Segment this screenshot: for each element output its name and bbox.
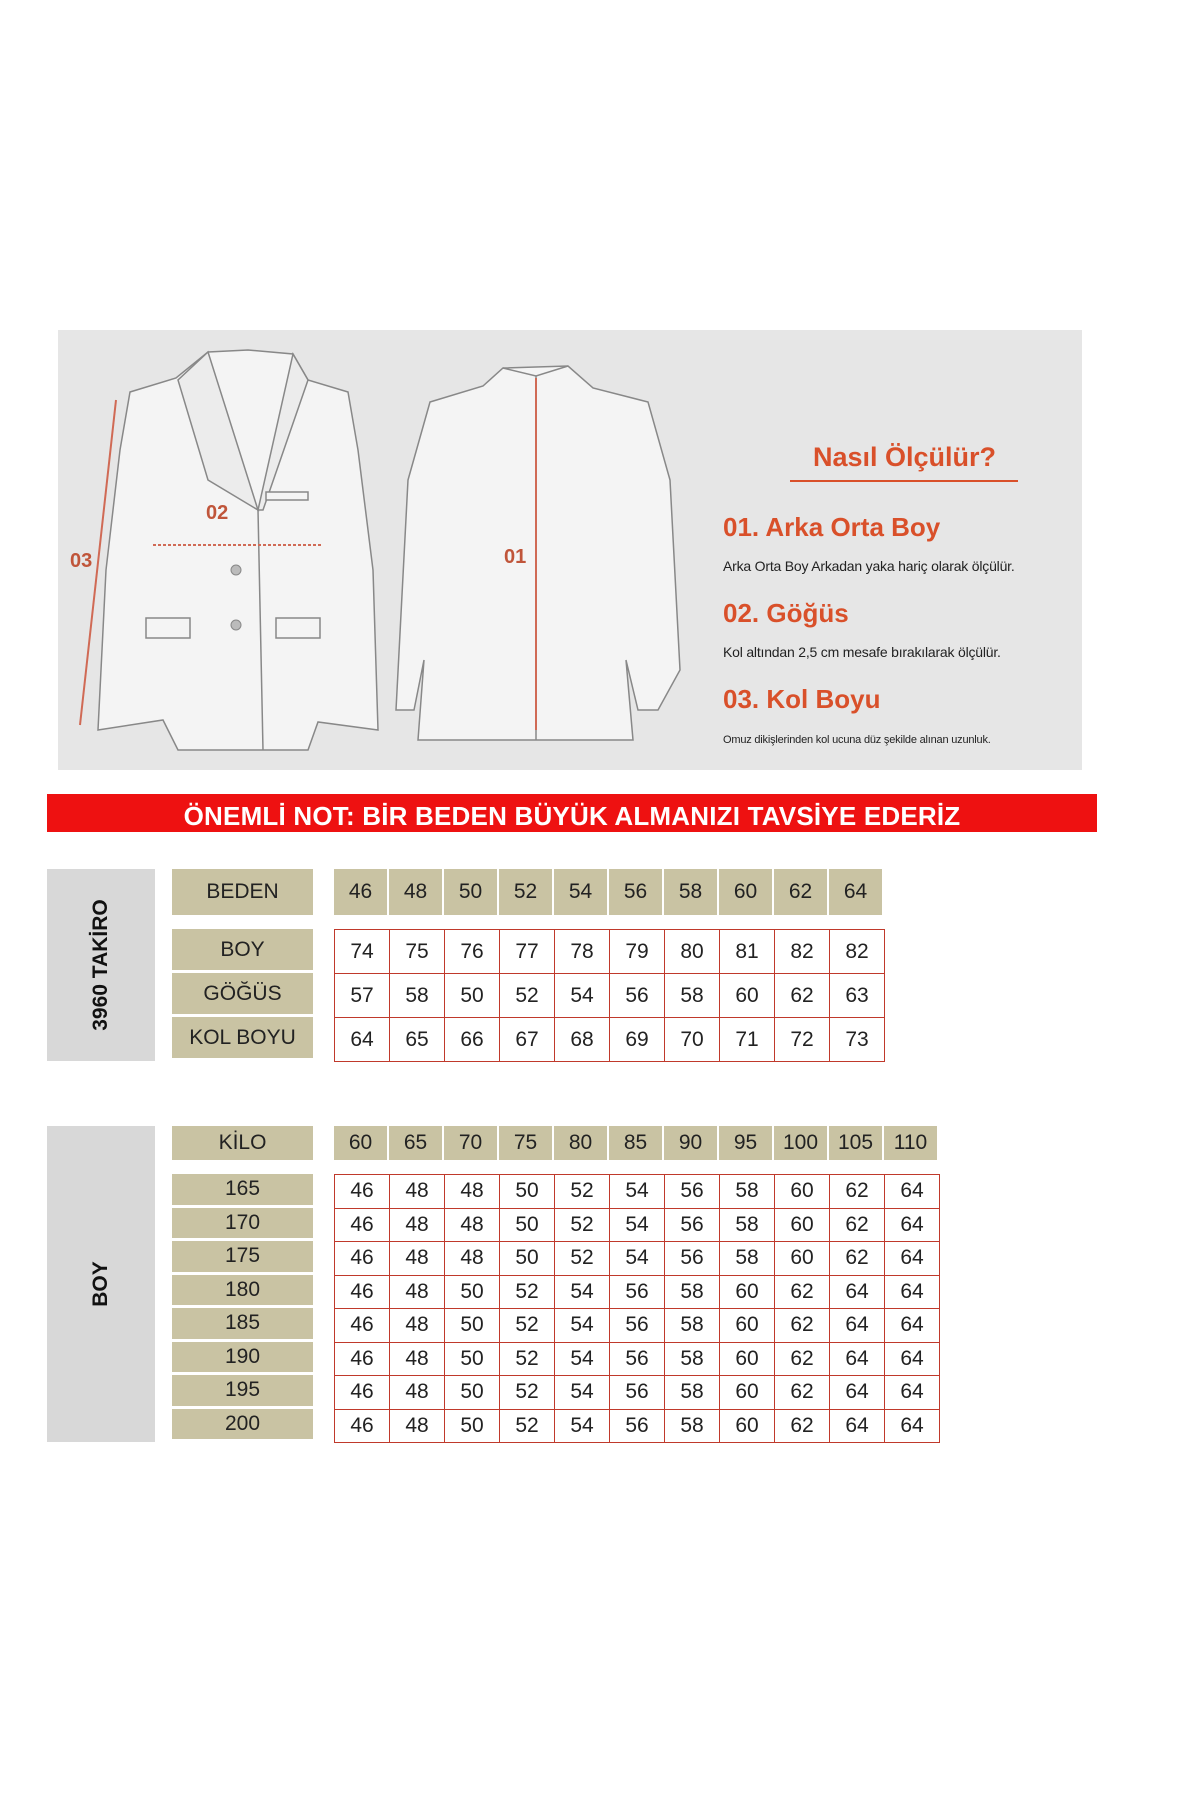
important-note-text: ÖNEMLİ NOT: BİR BEDEN BÜYÜK ALMANIZI TAVSİYE EDERİZ bbox=[183, 801, 961, 831]
table2-header-cell: 100 bbox=[774, 1126, 827, 1160]
table2-cell: 50 bbox=[445, 1410, 500, 1444]
step-2-title: 02. Göğüs bbox=[723, 598, 849, 628]
table2-header-cell: 80 bbox=[554, 1126, 607, 1160]
table2-cell: 56 bbox=[610, 1343, 665, 1377]
table2-cell: 60 bbox=[775, 1209, 830, 1243]
table2-cell: 60 bbox=[775, 1242, 830, 1276]
step-1-title: 01. Arka Orta Boy bbox=[723, 512, 941, 542]
table2-cell: 50 bbox=[445, 1276, 500, 1310]
table2-cell: 50 bbox=[445, 1309, 500, 1343]
table1-side-label-text: 3960 TAKİRO bbox=[89, 899, 112, 1031]
table2-cell: 46 bbox=[335, 1410, 390, 1444]
table1-cell: 57 bbox=[335, 974, 390, 1018]
table2-cell: 64 bbox=[885, 1343, 940, 1377]
measurement-guide bbox=[58, 330, 1082, 770]
table2-cell: 58 bbox=[720, 1209, 775, 1243]
table2-cell: 54 bbox=[555, 1309, 610, 1343]
table1-cell: 62 bbox=[775, 974, 830, 1018]
table1-cell: 82 bbox=[775, 930, 830, 974]
table2-cell: 54 bbox=[555, 1276, 610, 1310]
table2-cell: 58 bbox=[665, 1309, 720, 1343]
table1-cell: 60 bbox=[720, 974, 775, 1018]
table1-cell: 74 bbox=[335, 930, 390, 974]
table2-header-cell: 75 bbox=[499, 1126, 552, 1160]
table1-header-cell: 54 bbox=[554, 869, 607, 915]
table1-row-label: GÖĞÜS bbox=[172, 973, 313, 1014]
table1-cell: 82 bbox=[830, 930, 885, 974]
table1-cell: 50 bbox=[445, 974, 500, 1018]
table2-header-label: KİLO bbox=[172, 1126, 313, 1160]
table2-cell: 64 bbox=[885, 1209, 940, 1243]
table2-cell: 54 bbox=[555, 1376, 610, 1410]
table2-cell: 48 bbox=[390, 1209, 445, 1243]
table2-cell: 64 bbox=[830, 1309, 885, 1343]
table1-cell: 63 bbox=[830, 974, 885, 1018]
table2-cell: 52 bbox=[555, 1175, 610, 1209]
table2-cell: 64 bbox=[885, 1276, 940, 1310]
table1-grid bbox=[334, 929, 885, 1062]
table1-cell: 80 bbox=[665, 930, 720, 974]
table2-cell: 62 bbox=[775, 1376, 830, 1410]
table1-cell: 78 bbox=[555, 930, 610, 974]
table2-grid bbox=[334, 1174, 940, 1443]
table2-row-label: 200 bbox=[172, 1409, 313, 1440]
table1-cell: 76 bbox=[445, 930, 500, 974]
table1-row-label: KOL BOYU bbox=[172, 1017, 313, 1058]
table2-cell: 64 bbox=[885, 1242, 940, 1276]
table1-cell: 64 bbox=[335, 1018, 390, 1062]
table2-cell: 56 bbox=[610, 1276, 665, 1310]
table2-cell: 52 bbox=[555, 1209, 610, 1243]
table1-cell: 56 bbox=[610, 974, 665, 1018]
table2-cell: 64 bbox=[885, 1410, 940, 1444]
table2-cell: 58 bbox=[665, 1410, 720, 1444]
table1-header-label: BEDEN bbox=[172, 869, 313, 915]
table1-cell: 52 bbox=[500, 974, 555, 1018]
table2-header-cell: 65 bbox=[389, 1126, 442, 1160]
table2-cell: 50 bbox=[500, 1242, 555, 1276]
table1-header-cell: 64 bbox=[829, 869, 882, 915]
table2-cell: 48 bbox=[445, 1242, 500, 1276]
table1-cell: 68 bbox=[555, 1018, 610, 1062]
step-3-title: 03. Kol Boyu bbox=[723, 684, 881, 714]
table2-cell: 62 bbox=[830, 1242, 885, 1276]
table2-cell: 62 bbox=[830, 1209, 885, 1243]
table2-cell: 56 bbox=[610, 1410, 665, 1444]
table2-cell: 60 bbox=[775, 1175, 830, 1209]
table1-cell: 72 bbox=[775, 1018, 830, 1062]
table2-cell: 56 bbox=[610, 1376, 665, 1410]
table2-cell: 64 bbox=[885, 1309, 940, 1343]
table1-cell: 81 bbox=[720, 930, 775, 974]
table2-cell: 48 bbox=[390, 1343, 445, 1377]
table2-cell: 46 bbox=[335, 1309, 390, 1343]
table2-cell: 62 bbox=[775, 1276, 830, 1310]
table1-cell: 69 bbox=[610, 1018, 665, 1062]
table2-cell: 58 bbox=[665, 1343, 720, 1377]
table2-row-label: 170 bbox=[172, 1208, 313, 1239]
table2-cell: 64 bbox=[885, 1376, 940, 1410]
table1-cell: 66 bbox=[445, 1018, 500, 1062]
table2-cell: 52 bbox=[500, 1309, 555, 1343]
table1-cell: 77 bbox=[500, 930, 555, 974]
table1-row-label: BOY bbox=[172, 929, 313, 970]
table2-cell: 48 bbox=[390, 1276, 445, 1310]
table2-side-label bbox=[47, 1126, 155, 1442]
table2-cell: 50 bbox=[445, 1343, 500, 1377]
table1-cell: 65 bbox=[390, 1018, 445, 1062]
table2-cell: 46 bbox=[335, 1343, 390, 1377]
table2-row-label: 190 bbox=[172, 1342, 313, 1373]
table1-header-cell: 58 bbox=[664, 869, 717, 915]
table2-cell: 62 bbox=[830, 1175, 885, 1209]
table2-side-label-text: BOY bbox=[89, 1261, 112, 1307]
table2-cell: 64 bbox=[830, 1276, 885, 1310]
table1-cell: 58 bbox=[390, 974, 445, 1018]
table2-cell: 48 bbox=[390, 1410, 445, 1444]
table2-cell: 46 bbox=[335, 1376, 390, 1410]
table2-cell: 54 bbox=[610, 1175, 665, 1209]
table1-header-cell: 48 bbox=[389, 869, 442, 915]
table1-header-cell: 46 bbox=[334, 869, 387, 915]
table2-cell: 48 bbox=[445, 1175, 500, 1209]
table2-header-cell: 95 bbox=[719, 1126, 772, 1160]
table1-header-cell: 62 bbox=[774, 869, 827, 915]
step-1-desc: Arka Orta Boy Arkadan yaka hariç olarak ölçülür. bbox=[723, 558, 1015, 574]
table2-cell: 62 bbox=[775, 1410, 830, 1444]
table2-cell: 64 bbox=[830, 1376, 885, 1410]
step-2-desc: Kol altından 2,5 cm mesafe bırakılarak ölçülür. bbox=[723, 644, 1001, 660]
table2-cell: 56 bbox=[665, 1209, 720, 1243]
table2-cell: 48 bbox=[390, 1175, 445, 1209]
table2-cell: 48 bbox=[390, 1376, 445, 1410]
table2-cell: 60 bbox=[720, 1276, 775, 1310]
table2-cell: 48 bbox=[445, 1209, 500, 1243]
table1-cell: 75 bbox=[390, 930, 445, 974]
table2-cell: 58 bbox=[665, 1376, 720, 1410]
table2-cell: 46 bbox=[335, 1242, 390, 1276]
table1-cell: 71 bbox=[720, 1018, 775, 1062]
jacket-illustration bbox=[58, 330, 1082, 770]
table2-header-cell: 110 bbox=[884, 1126, 937, 1160]
guide-heading: Nasıl Ölçülür? bbox=[813, 442, 997, 472]
table2-row-label: 185 bbox=[172, 1308, 313, 1339]
table2-cell: 62 bbox=[775, 1343, 830, 1377]
table2-cell: 52 bbox=[500, 1376, 555, 1410]
table2-cell: 58 bbox=[720, 1175, 775, 1209]
table2-cell: 52 bbox=[500, 1410, 555, 1444]
table2-cell: 58 bbox=[720, 1242, 775, 1276]
table2-cell: 56 bbox=[665, 1242, 720, 1276]
table2-cell: 62 bbox=[775, 1309, 830, 1343]
table2-cell: 52 bbox=[500, 1276, 555, 1310]
table2-cell: 64 bbox=[830, 1343, 885, 1377]
marker-01: 01 bbox=[504, 546, 527, 568]
table2-cell: 46 bbox=[335, 1209, 390, 1243]
table2-cell: 60 bbox=[720, 1309, 775, 1343]
table2-cell: 60 bbox=[720, 1376, 775, 1410]
step-3-desc: Omuz dikişlerinden kol ucuna düz şekilde alınan uzunluk. bbox=[723, 734, 991, 746]
table1-header-cell: 52 bbox=[499, 869, 552, 915]
table2-cell: 54 bbox=[610, 1242, 665, 1276]
table2-cell: 58 bbox=[665, 1276, 720, 1310]
table1-header-cell: 60 bbox=[719, 869, 772, 915]
table2-cell: 64 bbox=[885, 1175, 940, 1209]
table2-header-cell: 90 bbox=[664, 1126, 717, 1160]
table2-row-label: 180 bbox=[172, 1275, 313, 1306]
table1-cell: 70 bbox=[665, 1018, 720, 1062]
table1-cell: 73 bbox=[830, 1018, 885, 1062]
table2-cell: 56 bbox=[665, 1175, 720, 1209]
important-note-banner bbox=[47, 794, 1097, 832]
table1-side-label bbox=[47, 869, 155, 1061]
table2-row-label: 195 bbox=[172, 1375, 313, 1406]
marker-03: 03 bbox=[70, 550, 93, 572]
table2-header-cell: 105 bbox=[829, 1126, 882, 1160]
table2-cell: 52 bbox=[555, 1242, 610, 1276]
table2-cell: 54 bbox=[555, 1343, 610, 1377]
table2-cell: 46 bbox=[335, 1175, 390, 1209]
table2-row-label: 175 bbox=[172, 1241, 313, 1272]
table2-cell: 50 bbox=[445, 1376, 500, 1410]
table2-cell: 48 bbox=[390, 1309, 445, 1343]
table1-header-cell: 50 bbox=[444, 869, 497, 915]
table1-cell: 58 bbox=[665, 974, 720, 1018]
table2-cell: 54 bbox=[610, 1209, 665, 1243]
table2-cell: 54 bbox=[555, 1410, 610, 1444]
table2-cell: 50 bbox=[500, 1209, 555, 1243]
table2-cell: 60 bbox=[720, 1410, 775, 1444]
table1-cell: 54 bbox=[555, 974, 610, 1018]
table2-row-label: 165 bbox=[172, 1174, 313, 1205]
table2-cell: 50 bbox=[500, 1175, 555, 1209]
table2-cell: 48 bbox=[390, 1242, 445, 1276]
table2-header-cell: 60 bbox=[334, 1126, 387, 1160]
table2-header-cell: 70 bbox=[444, 1126, 497, 1160]
table2-cell: 46 bbox=[335, 1276, 390, 1310]
table2-cell: 60 bbox=[720, 1343, 775, 1377]
table2-cell: 56 bbox=[610, 1309, 665, 1343]
table2-cell: 64 bbox=[830, 1410, 885, 1444]
marker-02: 02 bbox=[206, 502, 229, 524]
table2-header-cell: 85 bbox=[609, 1126, 662, 1160]
guide-heading-underline bbox=[790, 480, 1018, 482]
table2-cell: 52 bbox=[500, 1343, 555, 1377]
table1-header-cell: 56 bbox=[609, 869, 662, 915]
table1-cell: 67 bbox=[500, 1018, 555, 1062]
table1-cell: 79 bbox=[610, 930, 665, 974]
